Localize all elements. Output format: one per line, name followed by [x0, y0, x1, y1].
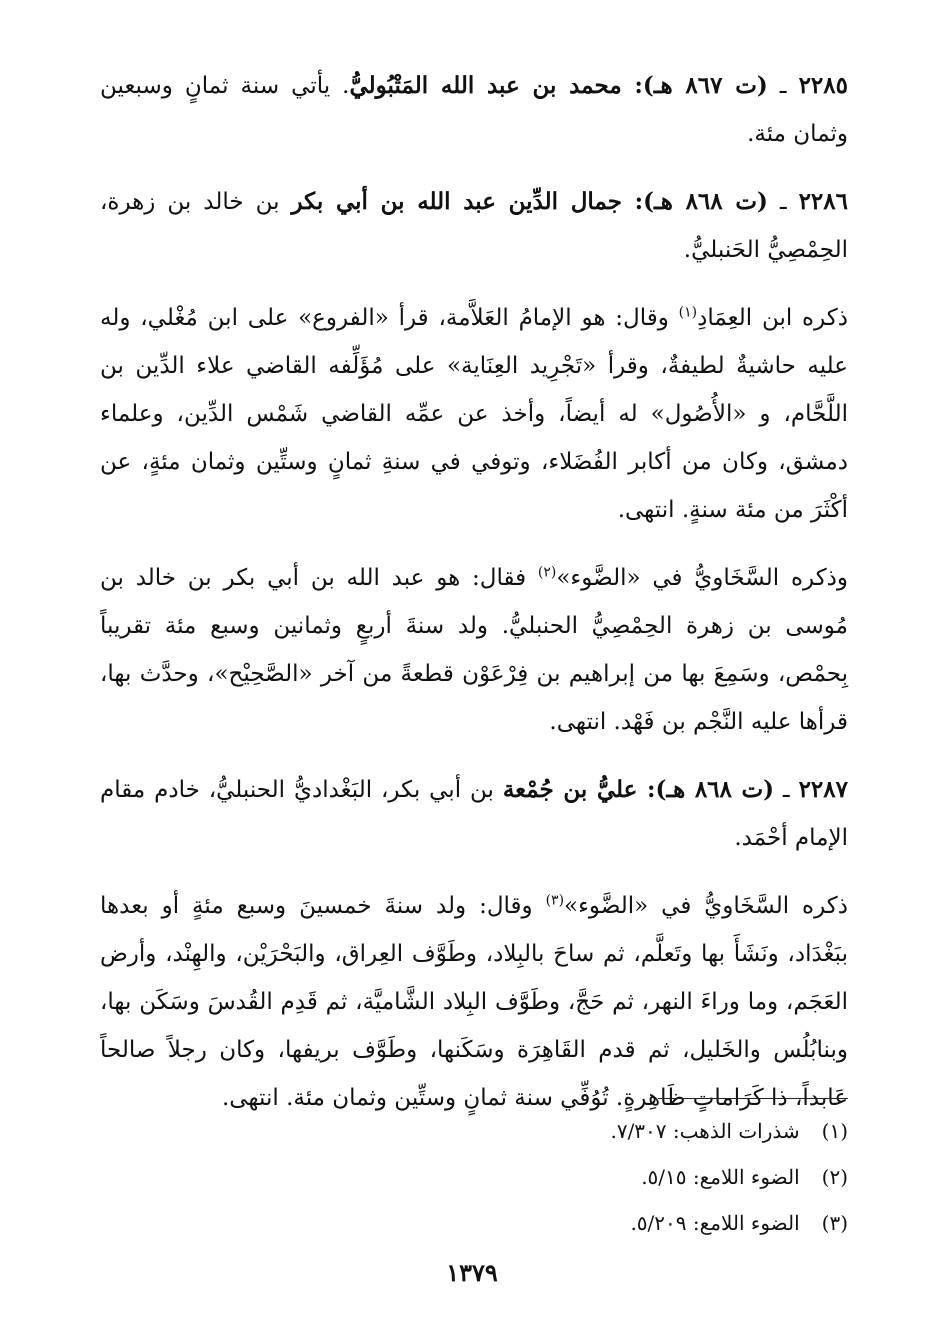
- entry-text: . يأتي سنة ثمانٍ وسبعين وثمان مئة.: [100, 73, 848, 147]
- paragraph-ibn-al-imad: [100, 294, 848, 534]
- entry-death-date: (ت ٨٦٨ هـ):: [634, 188, 768, 215]
- page-body: [100, 62, 848, 1142]
- footnote-number: (٣): [821, 1211, 848, 1235]
- paragraph-text-start: وذكره السَّخَاويُّ في «الضَّوء»: [556, 565, 848, 591]
- entry-text: بن خالد بن زهرة، الحِمْصِيُّ الحَنبليُّ.: [100, 189, 848, 263]
- entry-name: محمد بن عبد الله المَتْبُوليُّ: [349, 72, 635, 99]
- footnote-ref: (٢): [537, 564, 557, 581]
- paragraph-sakhawi-2: [100, 882, 848, 1122]
- entry-dash: ـ: [767, 73, 799, 99]
- footnote-text: شذرات الذهب: ٧/٣٠٧.: [610, 1119, 800, 1143]
- entry-name: جمال الدِّين عبد الله بن أبي بكر: [291, 188, 635, 215]
- entry-dash: ـ: [774, 777, 799, 803]
- paragraph-text-start: ذكره السَّخَاويُّ في «الضَّوء»: [564, 893, 848, 919]
- footnote-ref: (٣): [545, 892, 565, 909]
- footnote-3: [100, 1200, 848, 1246]
- entry-dash: ـ: [767, 189, 799, 215]
- footnote-2: [100, 1154, 848, 1200]
- paragraph-text: وقال: هو الإمامُ العَلاَّمة، قرأ «الفروع» على ابن مُغْلي، وله عليه حاشيةٌ لطيفةٌ، وقرأ «تَجْرِيد العِنَاية» على مُؤَلِّفه القاضي علاء الدِّين بن اللَّحَّام، و «الأُصُول» له أيضاً، وأخذ عن عمِّه القاضي شَمْس الدِّين، وعلماء دمشق، وكان من أكابر الفُضَلاء، وتوفي في سنةِ ثمانٍ وستِّين وثمان مئةٍ، عن أكْثَرَ من مئة سنةٍ. انتهى.: [100, 305, 848, 523]
- footnotes: [100, 1108, 848, 1246]
- entry-number: ٢٢٨٦: [798, 188, 848, 215]
- footnote-text: الضوء اللامع: ٥/٢٠٩.: [630, 1211, 800, 1235]
- paragraph-text: فقال: هو عبد الله بن أبي بكر بن خالد بن مُوسى بن زهرة الحِمْصِيُّ الحنبليُّ. ولد سنةَ أربعٍ وثمانين وسبع مئة تقريباً بِحمْص، وسَمِعَ بها من إبراهيم بن فِرْعَوْن قطعةً من آخر «الصَّحِيْح»، وحدَّث بها، قرأها عليه النَّجْم بن فَهْد. انتهى.: [100, 565, 848, 735]
- entry-text: بن أبي بكر، البَغْداديُّ الحنبليُّ، خادم مقام الإمام أحْمَد.: [100, 777, 848, 851]
- footnote-divider: [658, 1098, 848, 1099]
- paragraph-sakhawi-1: [100, 554, 848, 746]
- entry-death-date: (ت ٨٦٧ هـ):: [634, 72, 768, 99]
- entry-name: عليُّ بن جُمْعة: [502, 776, 647, 803]
- footnote-1: [100, 1108, 848, 1154]
- entry-death-date: (ت ٨٦٨ هـ):: [646, 776, 775, 803]
- paragraph-text: وقال: ولد سنةَ خمسينَ وسبع مئةٍ أو بعدها ببَغْدَاد، ونَشَأَ بها وتَعلَّم، ثم ساحَ بالبِلاد، وطَوَّف العِراق، والبَحْرَيْن، والهِنْد، وأرض العَجَم، وما وراءَ النهر، ثم حَجَّ، وطَوَّف البِلاد الشَّاميَّة، ثم قَدِم القُدسَ وسَكَن بها، وبنابُلُس والخَليل، ثم قدم القَاهِرَة وسَكَنها، وطَوَّف بريفها، وكان رجلاً صالحاً عَابداً، ذا كَرَاماتٍ ظَاهِرةٍ. تُوُفِّي سنة ثمانٍ وستِّين وثمان مئة. انتهى.: [100, 893, 848, 1111]
- footnote-text: الضوء اللامع: ٥/١٥.: [641, 1165, 800, 1189]
- footnote-ref: (١): [678, 304, 698, 321]
- entry-2287: [100, 766, 848, 862]
- page-number: ١٣٧٩: [446, 1258, 498, 1287]
- footnote-number: (١): [821, 1119, 848, 1143]
- entry-number: ٢٢٨٧: [798, 776, 848, 803]
- entry-2286: [100, 178, 848, 274]
- paragraph-text-start: ذكره ابن العِمَادِ: [697, 305, 848, 331]
- footnote-number: (٢): [821, 1165, 848, 1189]
- entry-number: ٢٢٨٥: [798, 72, 848, 99]
- entry-2285: [100, 62, 848, 158]
